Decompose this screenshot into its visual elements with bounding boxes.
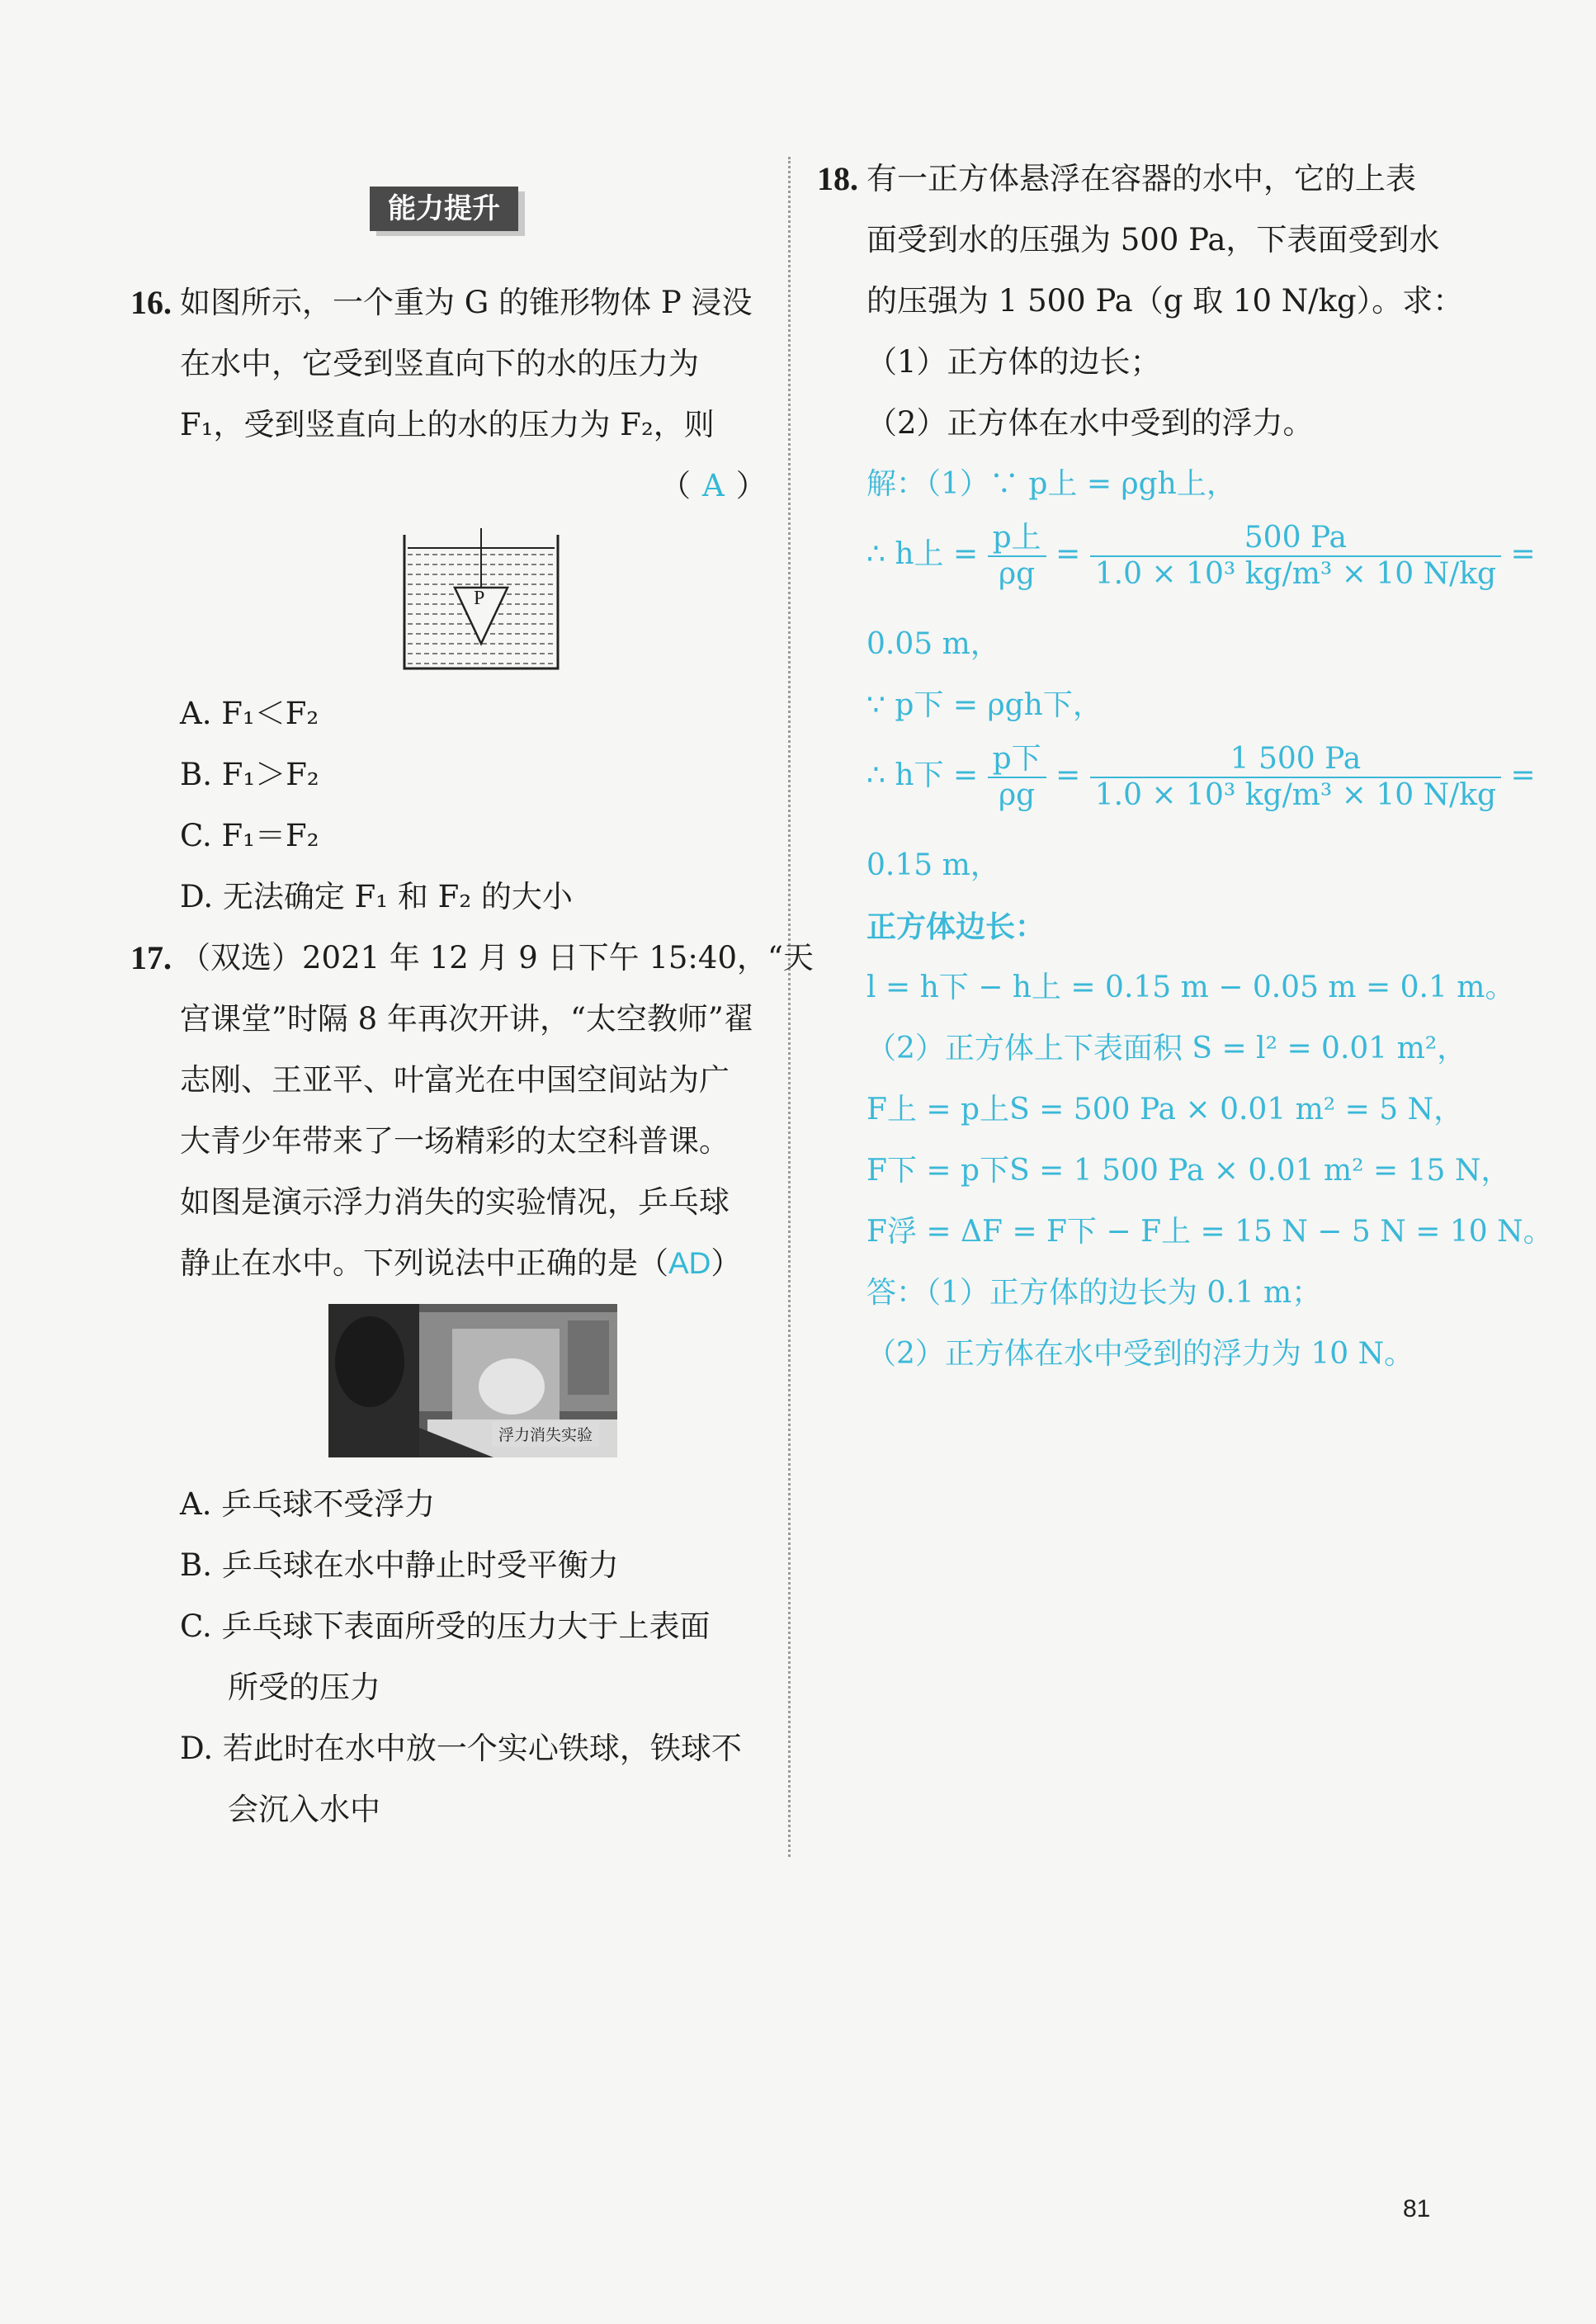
q17-option-d: D. 若此时在水中放一个实心铁球，铁球不	[180, 1731, 742, 1766]
q17-line-6	[180, 1233, 741, 1294]
q18-sol-line-5	[866, 739, 1536, 813]
q16-option-c: C. F₁＝F₂	[180, 818, 319, 853]
q18-line-3: 的压强为 1 500 Pa（g 取 10 N/kg）。求：	[866, 283, 1464, 319]
q16-line-2: 在水中，它受到竖直向下的水的压力为	[180, 346, 699, 381]
q16-option-a: A. F₁＜F₂	[180, 696, 319, 731]
q18-sol-line-9: （2）正方体上下表面积 S = l² = 0.01 m²，	[866, 1032, 1467, 1065]
q18-sol-5-eq-2: =	[1510, 758, 1536, 792]
q16-answer-open: （	[660, 468, 691, 503]
q17-line-1: （双选）2021 年 12 月 9 日下午 15:40，“天	[180, 940, 814, 975]
q18-sol-2-eq-2: =	[1510, 537, 1536, 571]
q18-sol-5-frac-1-num: p下	[988, 742, 1046, 778]
q16-number: 16.	[130, 284, 172, 321]
q16-answer-close: ）	[735, 468, 767, 503]
q18-sol-line-13: 答：（1）正方体的边长为 0.1 m；	[866, 1276, 1322, 1310]
q17-line-4: 大青少年带来了一场精彩的太空科普课。	[180, 1123, 730, 1159]
q18-sol-line-1: 解：（1）∵ p上 = ρgh上，	[866, 467, 1236, 501]
q18-sol-5-frac-1	[988, 742, 1046, 813]
q17-option-b: B. 乒乓球在水中静止时受平衡力	[180, 1547, 619, 1583]
q18-sol-5-frac-2-num: 1 500 Pa	[1090, 742, 1501, 778]
q18-sol-5-pre: ∴ h下 =	[866, 758, 979, 792]
q18-sol-2-frac-1	[988, 521, 1046, 592]
q18-sol-line-6: 0.15 m，	[866, 848, 1000, 882]
q18-sol-2-eq-1: =	[1055, 537, 1081, 571]
q17-photo-caption: 浮力消失实验	[492, 1421, 599, 1447]
q18-number: 18.	[817, 160, 858, 197]
q18-sol-2-frac-1-den: ρg	[999, 557, 1036, 591]
q18-sol-2-frac-2	[1090, 521, 1501, 592]
q18-sol-5-frac-2	[1090, 742, 1501, 813]
q16-answer-bracket	[660, 456, 767, 517]
q18-sol-line-8: l = h下 − h上 = 0.15 m − 0.05 m = 0.1 m。	[866, 971, 1515, 1004]
q18-sol-5-frac-1-den: ρg	[999, 778, 1036, 812]
q17-option-c: C. 乒乓球下表面所受的压力大于上表面	[180, 1608, 711, 1644]
q17-option-c-cont: 所受的压力	[228, 1670, 380, 1705]
column-divider	[788, 157, 791, 1857]
q17-option-d-cont: 会沉入水中	[228, 1792, 380, 1827]
q17-line-5: 如图是演示浮力消失的实验情况，乒乓球	[180, 1184, 730, 1220]
q18-sol-line-10: F上 = p上S = 500 Pa × 0.01 m² = 5 N，	[866, 1093, 1464, 1127]
q18-line-2: 面受到水的压强为 500 Pa，下表面受到水	[866, 222, 1440, 257]
q18-sol-2-frac-1-num: p上	[988, 521, 1046, 557]
q16-answer: A	[702, 468, 725, 503]
q17-line-3: 志刚、王亚平、叶富光在中国空间站为广	[180, 1062, 730, 1098]
q16-line-3: F₁，受到竖直向上的水的压力为 F₂，则	[180, 407, 715, 442]
q17-answer: AD	[668, 1246, 711, 1280]
q18-sol-line-11: F下 = p下S = 1 500 Pa × 0.01 m² = 15 N，	[866, 1154, 1511, 1188]
q17-answer-close: ）	[711, 1245, 742, 1281]
q18-sol-5-frac-2-den: 1.0 × 10³ kg/m³ × 10 N/kg	[1094, 778, 1497, 812]
q18-sol-line-14: （2）正方体在水中受到的浮力为 10 N。	[866, 1337, 1414, 1371]
q18-sol-line-3: 0.05 m，	[866, 627, 1000, 661]
q16-line-1: 如图所示，一个重为 G 的锥形物体 P 浸没	[180, 285, 753, 320]
q18-sol-2-frac-2-den: 1.0 × 10³ kg/m³ × 10 N/kg	[1094, 557, 1497, 591]
q18-sol-line-7: 正方体边长：	[866, 909, 1046, 944]
q18-sol-line-2	[866, 518, 1536, 592]
q18-sol-line-4: ∵ p下 = ρgh下，	[866, 688, 1103, 722]
q18-sol-line-12: F浮 = ΔF = F下 − F上 = 15 N − 5 N = 10 N。	[866, 1215, 1553, 1249]
section-title: 能力提升	[370, 187, 518, 231]
q18-sol-2-frac-2-num: 500 Pa	[1090, 521, 1501, 557]
page-number: 81	[1403, 2195, 1431, 2222]
q17-number: 17.	[130, 939, 172, 976]
q18-line-1: 有一正方体悬浮在容器的水中，它的上表	[866, 161, 1416, 196]
q16-option-d: D. 无法确定 F₁ 和 F₂ 的大小	[180, 879, 573, 914]
q17-line-6-text: 静止在水中。下列说法中正确的是（	[180, 1245, 668, 1281]
q18-sol-2-pre: ∴ h上 =	[866, 537, 979, 571]
q16-cone-label: P	[474, 588, 485, 609]
q17-line-2: 宫课堂”时隔 8 年再次开讲，“太空教师”翟	[180, 1001, 754, 1037]
q18-line-5: （2）正方体在水中受到的浮力。	[866, 405, 1314, 441]
q18-sol-5-eq-1: =	[1055, 758, 1081, 792]
q18-line-4: （1）正方体的边长；	[866, 344, 1161, 380]
q16-option-b: B. F₁＞F₂	[180, 757, 319, 792]
q17-option-a: A. 乒乓球不受浮力	[180, 1486, 436, 1522]
